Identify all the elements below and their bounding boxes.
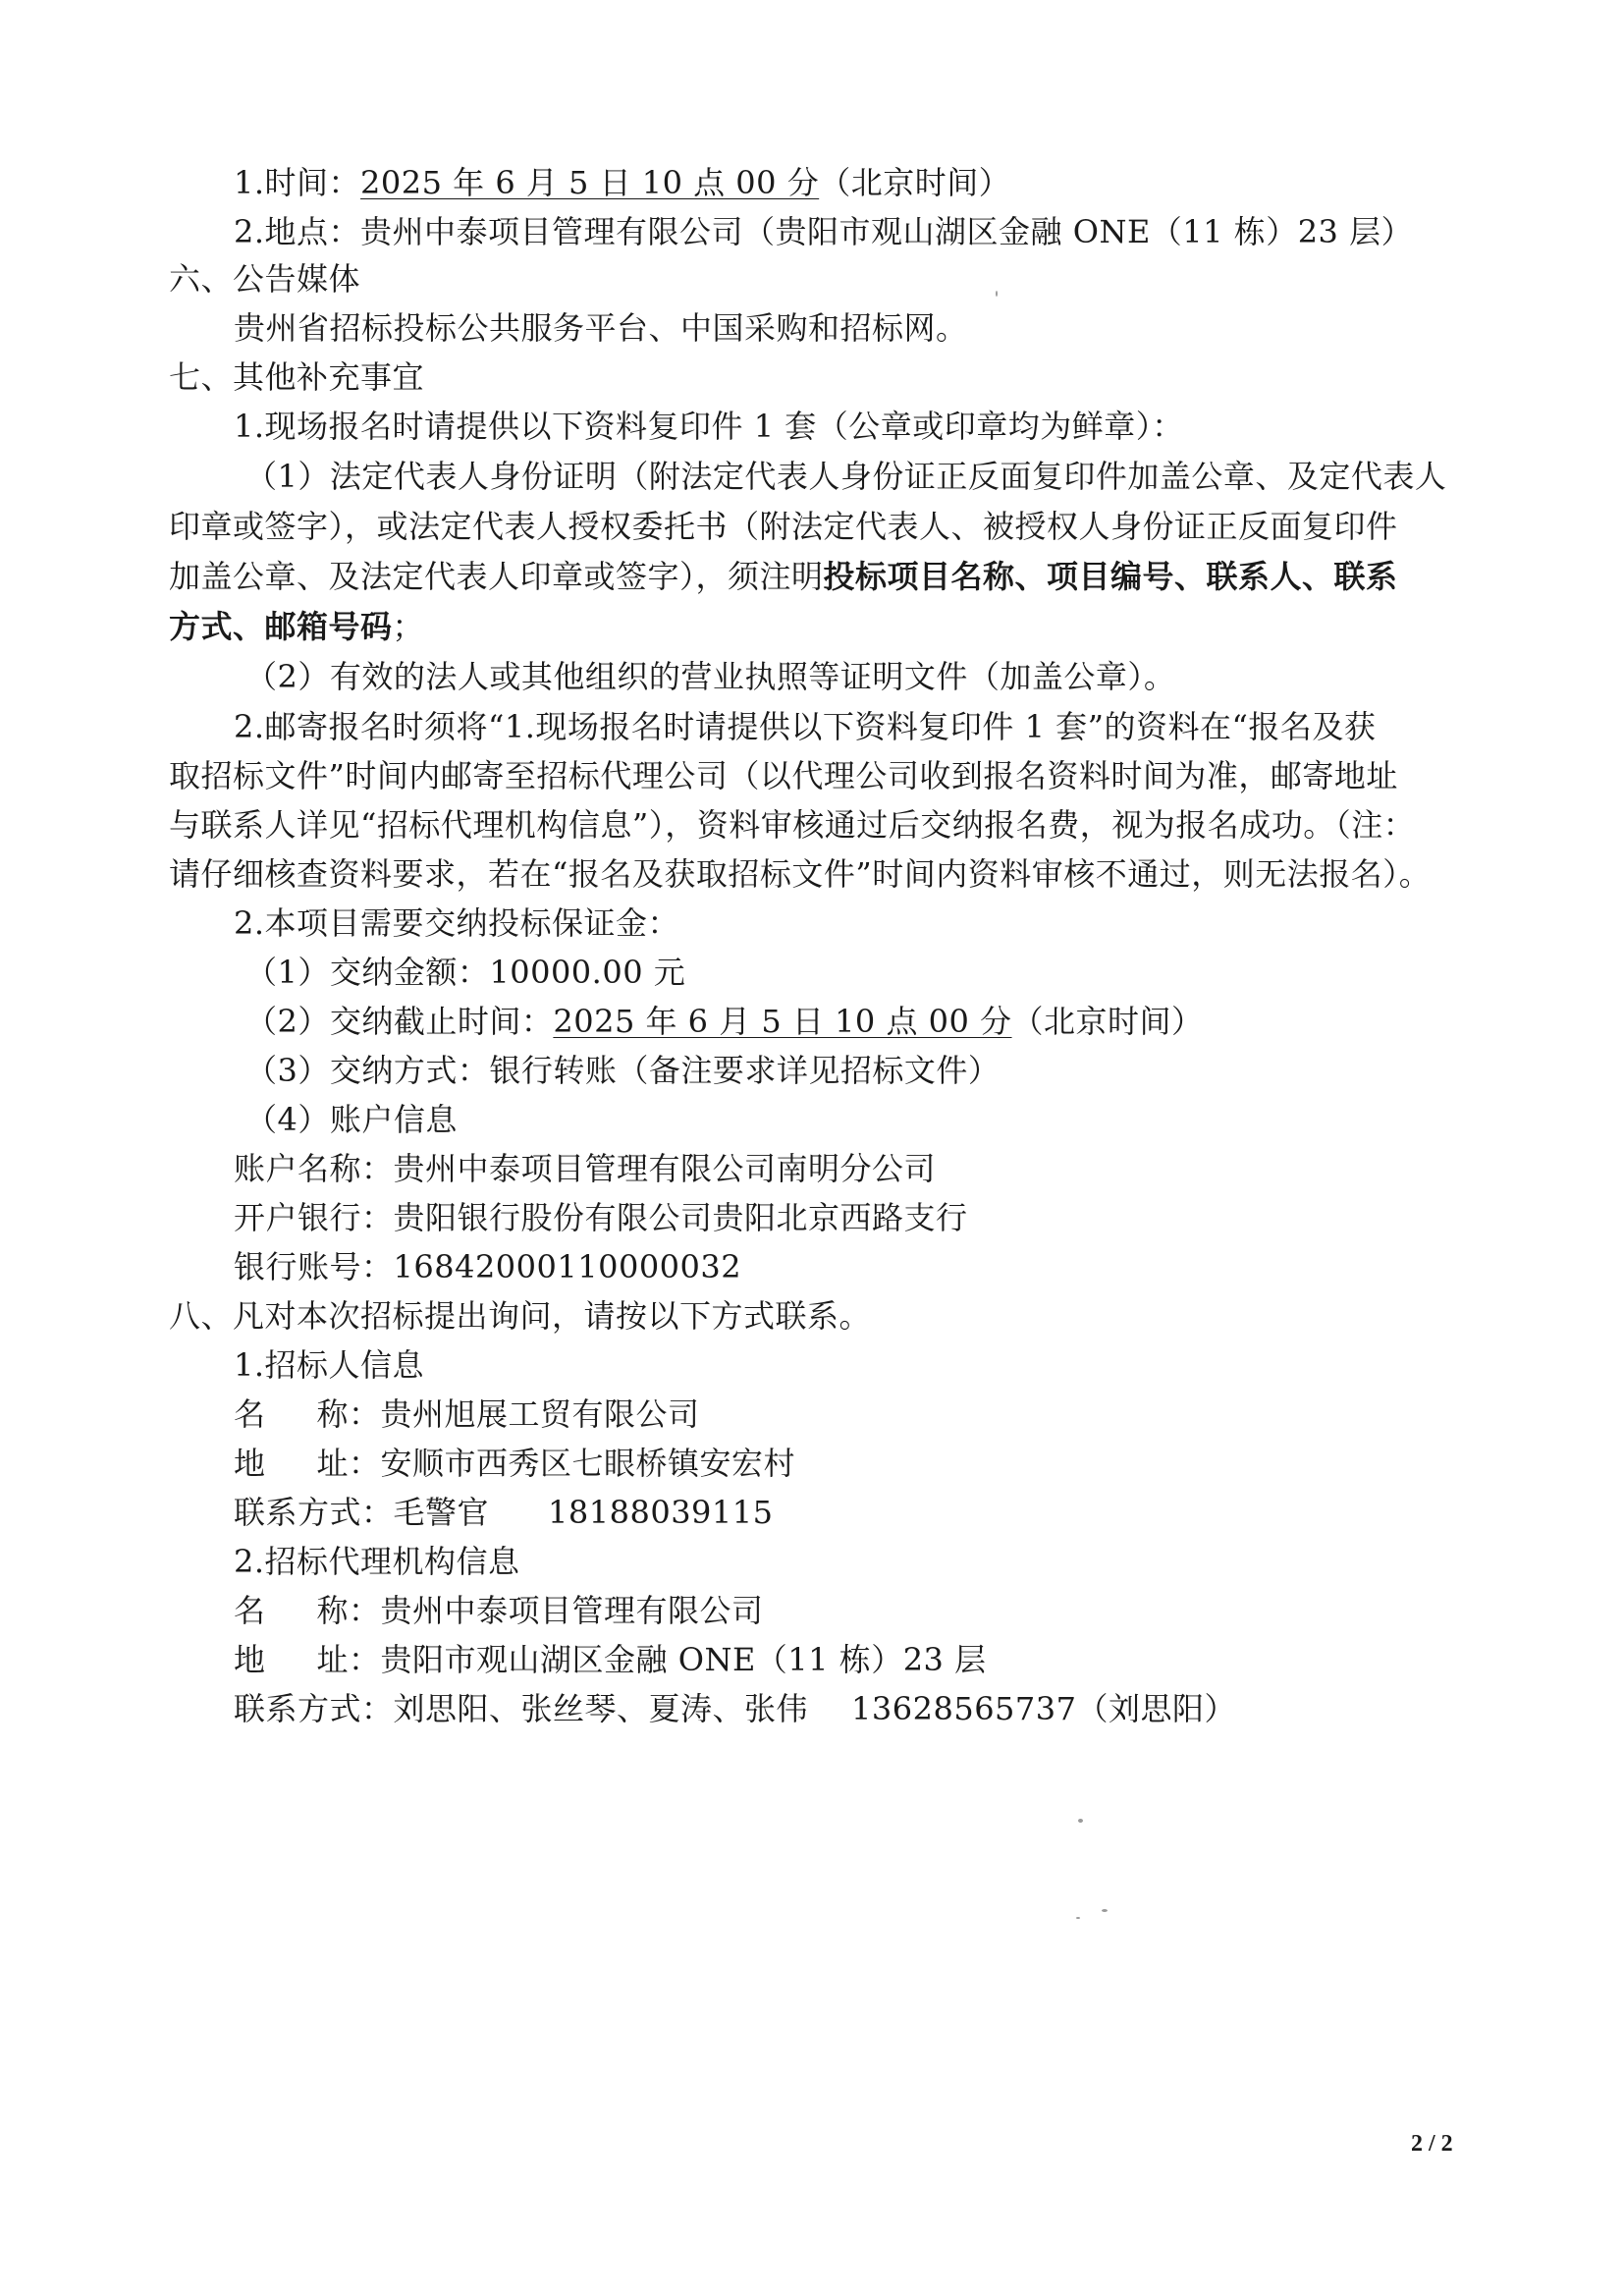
onsite-registration-intro: 1.现场报名时请提供以下资料复印件 1 套（公章或印章均为鲜章）： [234, 408, 1184, 445]
tenderer-address-label-1: 地 [234, 1445, 266, 1482]
scan-speck [1078, 1819, 1083, 1823]
page-number: 2 / 2 [1411, 2131, 1453, 2157]
agency-name-label-1: 名 [234, 1592, 266, 1629]
legal-rep-proof-end: ； [392, 608, 425, 645]
tenderer-address: 安顺市西秀区七眼桥镇安宏村 [380, 1445, 796, 1482]
agency-name-label-2: 称： [316, 1592, 381, 1629]
tenderer-name-line [234, 1393, 700, 1436]
required-fields-bold-2: 方式、邮箱号码 [169, 608, 393, 645]
account-number: 银行账号：16842000110000032 [234, 1248, 742, 1285]
tenderer-contact-person: 毛警官 [393, 1494, 490, 1531]
scan-speck [996, 291, 998, 297]
opening-place-line: 2.地点：贵州中泰项目管理有限公司（贵阳市观山湖区金融 ONE（11 栋）23 层） [234, 213, 1414, 250]
section-6-heading: 六、公告媒体 [169, 260, 361, 298]
agency-contact-persons: 刘思阳、张丝琴、夏涛、张伟 [393, 1690, 809, 1727]
section-7-heading: 七、其他补充事宜 [169, 358, 425, 396]
agency-contact-label: 联系方式： [234, 1690, 394, 1727]
tenderer-contact-label: 联系方式： [234, 1494, 394, 1531]
scan-speck [1102, 1909, 1108, 1912]
legal-rep-proof-line-2: 印章或签字），或法定代表人授权委托书（附法定代表人、被授权人身份证正反面复印件 [169, 508, 1398, 545]
mail-registration-line-3: 与联系人详见“招标代理机构信息”），资料审核通过后交纳报名费，视为报名成功。（注： [169, 806, 1416, 844]
opening-time-suffix: （北京时间） [819, 164, 1011, 201]
bid-bond-deadline-prefix: （2）交纳截止时间： [245, 1003, 554, 1040]
agency-name-line [234, 1589, 764, 1632]
bid-bond-amount: （1）交纳金额：10000.00 元 [245, 954, 686, 991]
bid-bond-intro: 2.本项目需要交纳投标保证金： [234, 904, 680, 942]
section-8-heading: 八、凡对本次招标提出询问，请按以下方式联系。 [169, 1297, 872, 1335]
tenderer-name: 贵州旭展工贸有限公司 [380, 1395, 700, 1433]
bid-bond-deadline [245, 1000, 1204, 1043]
account-bank: 开户银行：贵阳银行股份有限公司贵阳北京西路支行 [234, 1199, 968, 1236]
scan-speck [1076, 1917, 1080, 1919]
legal-rep-proof-line-4 [169, 605, 424, 648]
mail-registration-line-2: 取招标文件”时间内邮寄至招标代理公司（以代理公司收到报名资料时间为准，邮寄地址 [169, 757, 1398, 794]
legal-rep-proof-plain: 加盖公章、及法定代表人印章或签字），须注明 [169, 558, 824, 595]
opening-time-line [234, 161, 1010, 204]
legal-rep-proof-line-3 [169, 555, 1398, 598]
agency-contact-line [234, 1687, 1236, 1730]
agency-info-title: 2.招标代理机构信息 [234, 1543, 520, 1580]
tenderer-contact-line [234, 1491, 773, 1534]
opening-time-value: 2025 年 6 月 5 日 10 点 00 分 [360, 164, 820, 201]
tenderer-address-label-2: 址： [316, 1445, 381, 1482]
mail-registration-line-1: 2.邮寄报名时须将“1.现场报名时请提供以下资料复印件 1 套”的资料在“报名及获 [234, 708, 1377, 745]
account-name: 账户名称：贵州中泰项目管理有限公司南明分公司 [234, 1150, 937, 1187]
section-6-text: 贵州省招标投标公共服务平台、中国采购和招标网。 [234, 309, 968, 347]
mail-registration-line-4: 请仔细核查资料要求，若在“报名及获取招标文件”时间内资料审核不通过，则无法报名）。 [169, 855, 1432, 893]
agency-name: 贵州中泰项目管理有限公司 [380, 1592, 764, 1629]
bid-bond-account-heading: （4）账户信息 [245, 1101, 458, 1138]
tenderer-info-title: 1.招标人信息 [234, 1346, 425, 1384]
bid-bond-deadline-value: 2025 年 6 月 5 日 10 点 00 分 [553, 1003, 1012, 1040]
agency-contact-phone: 13628565737（刘思阳） [851, 1690, 1236, 1727]
tenderer-address-line [234, 1442, 795, 1485]
agency-address-label-1: 地 [234, 1641, 266, 1678]
business-license-line: （2）有效的法人或其他组织的营业执照等证明文件（加盖公章）。 [245, 658, 1176, 695]
agency-address-line [234, 1638, 987, 1681]
opening-time-prefix: 1.时间： [234, 164, 361, 201]
bid-bond-method: （3）交纳方式：银行转账（备注要求详见招标文件） [245, 1052, 1001, 1089]
legal-rep-proof-line-1: （1）法定代表人身份证明（附法定代表人身份证正反面复印件加盖公章、及定代表人 [245, 458, 1447, 495]
agency-address: 贵阳市观山湖区金融 ONE（11 栋）23 层 [380, 1641, 987, 1678]
tenderer-name-label-2: 称： [316, 1395, 381, 1433]
tenderer-name-label-1: 名 [234, 1395, 266, 1433]
agency-address-label-2: 址： [316, 1641, 381, 1678]
bid-bond-deadline-suffix: （北京时间） [1011, 1003, 1204, 1040]
required-fields-bold: 投标项目名称、项目编号、联系人、联系 [823, 558, 1398, 595]
tenderer-contact-phone: 18188039115 [548, 1494, 774, 1531]
